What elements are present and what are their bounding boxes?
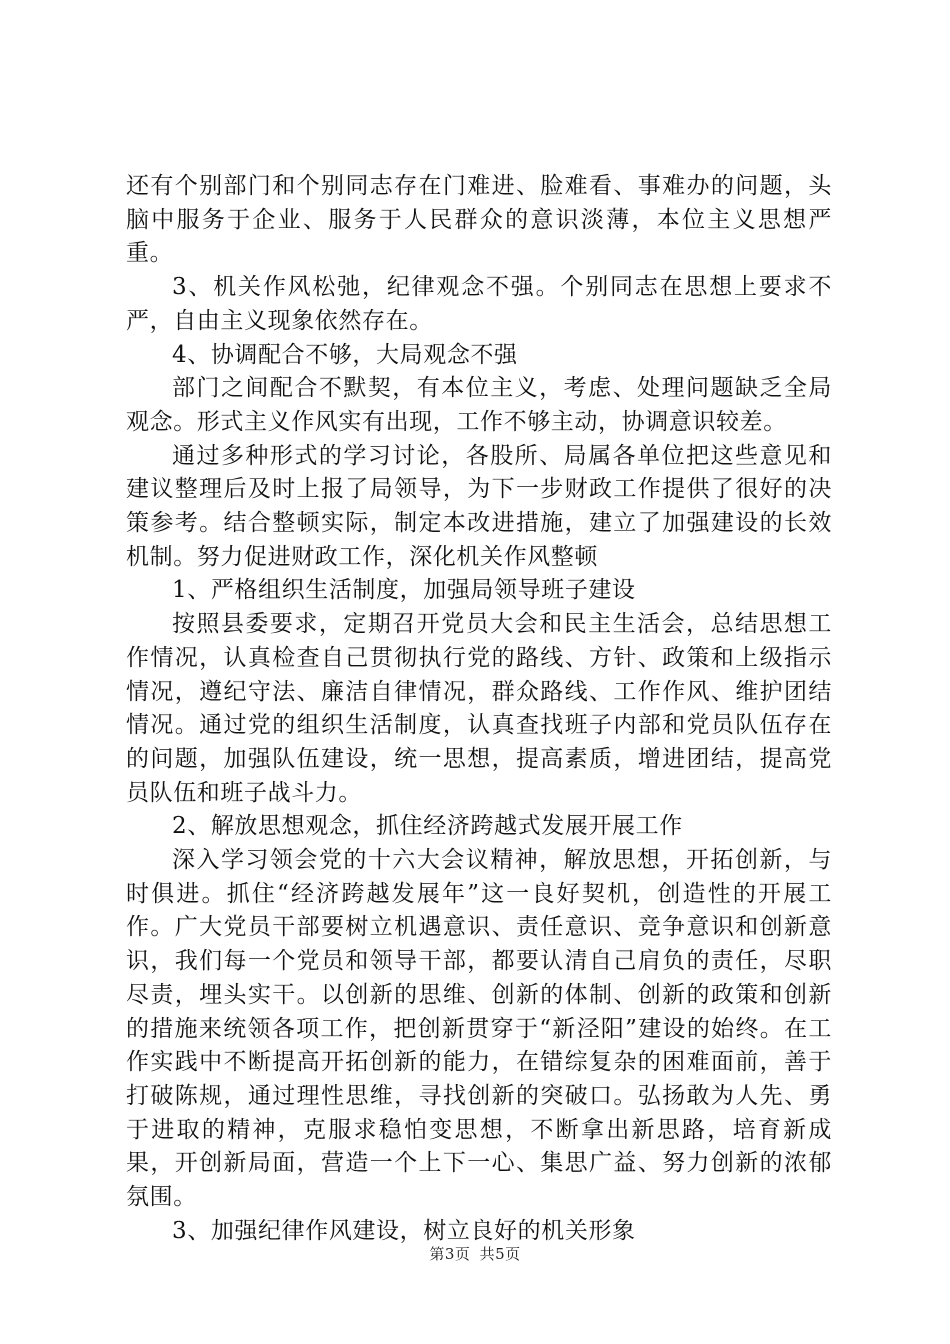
paragraph-4: 部门之间配合不默契，有本位主义，考虑、处理问题缺乏全局观念。形式主义作风实有出现，工作不够主动，协调意识较差。 <box>126 375 832 435</box>
paragraph-1: 还有个别部门和个别同志存在门难进、脸难看、事难办的问题，头脑中服务于企业、服务于人民群众的意识淡薄，本位主义思想严重。 <box>126 173 832 267</box>
paragraph-9: 深入学习领会党的十六大会议精神，解放思想，开拓创新，与时俱进。抓住“经济跨越发展年”这一良好契机，创造性的开展工作。广大党员干部要树立机遇意识、责任意识、竞争意识和创新意识，我们每一个党员和领导干部，都要认清自己肩负的责任，尽职尽责，埋头实干。以创新的思维、创新的体制、创新的政策和创新的措施来统领各项工作，把创新贯穿于“新泾阳”建设的始终。在工作实践中不断提高开拓创新的能力，在错综复杂的困难面前，善于打破陈规，通过理性思维，寻找创新的突破口。弘扬敢为人先、勇于进取的精神，克服求稳怕变思想，不断拿出新思路，培育新成果，开创新局面，营造一个上下一心、集思广益、努力创新的浓郁氛围。 <box>126 847 832 1211</box>
document-body <box>126 170 832 1249</box>
page-number: 第3页 <box>429 1245 471 1263</box>
paragraph-7: 按照县委要求，定期召开党员大会和民主生活会，总结思想工作情况，认真检查自己贯彻执行党的路线、方针、政策和上级指示情况，遵纪守法、廉洁自律情况，群众路线、工作作风、维护团结情况。通过党的组织生活制度，认真查找班子内部和党员队伍存在的问题，加强队伍建设，统一思想，提高素质，增进团结，提高党员队伍和班子战斗力。 <box>126 611 832 806</box>
paragraph-10: 3、加强纪律作风建设，树立良好的机关形象 <box>172 1217 636 1244</box>
paragraph-3: 4、协调配合不够，大局观念不强 <box>172 341 518 368</box>
paragraph-2: 3、机关作风松弛，纪律观念不强。个别同志在思想上要求不严，自由主义现象依然存在。 <box>126 274 832 334</box>
paragraph-8: 2、解放思想观念，抓住经济跨越式发展开展工作 <box>172 813 683 840</box>
paragraph-5: 通过多种形式的学习讨论，各股所、局属各单位把这些意见和建议整理后及时上报了局领导，为下一步财政工作提供了很好的决策参考。结合整顿实际，制定本改进措施，建立了加强建设的长效机制。努力促进财政工作，深化机关作风整顿 <box>126 442 832 570</box>
page-footer <box>0 1243 950 1264</box>
paragraph-6: 1、严格组织生活制度，加强局领导班子建设 <box>172 577 636 604</box>
page-total: 共5页 <box>479 1245 521 1263</box>
